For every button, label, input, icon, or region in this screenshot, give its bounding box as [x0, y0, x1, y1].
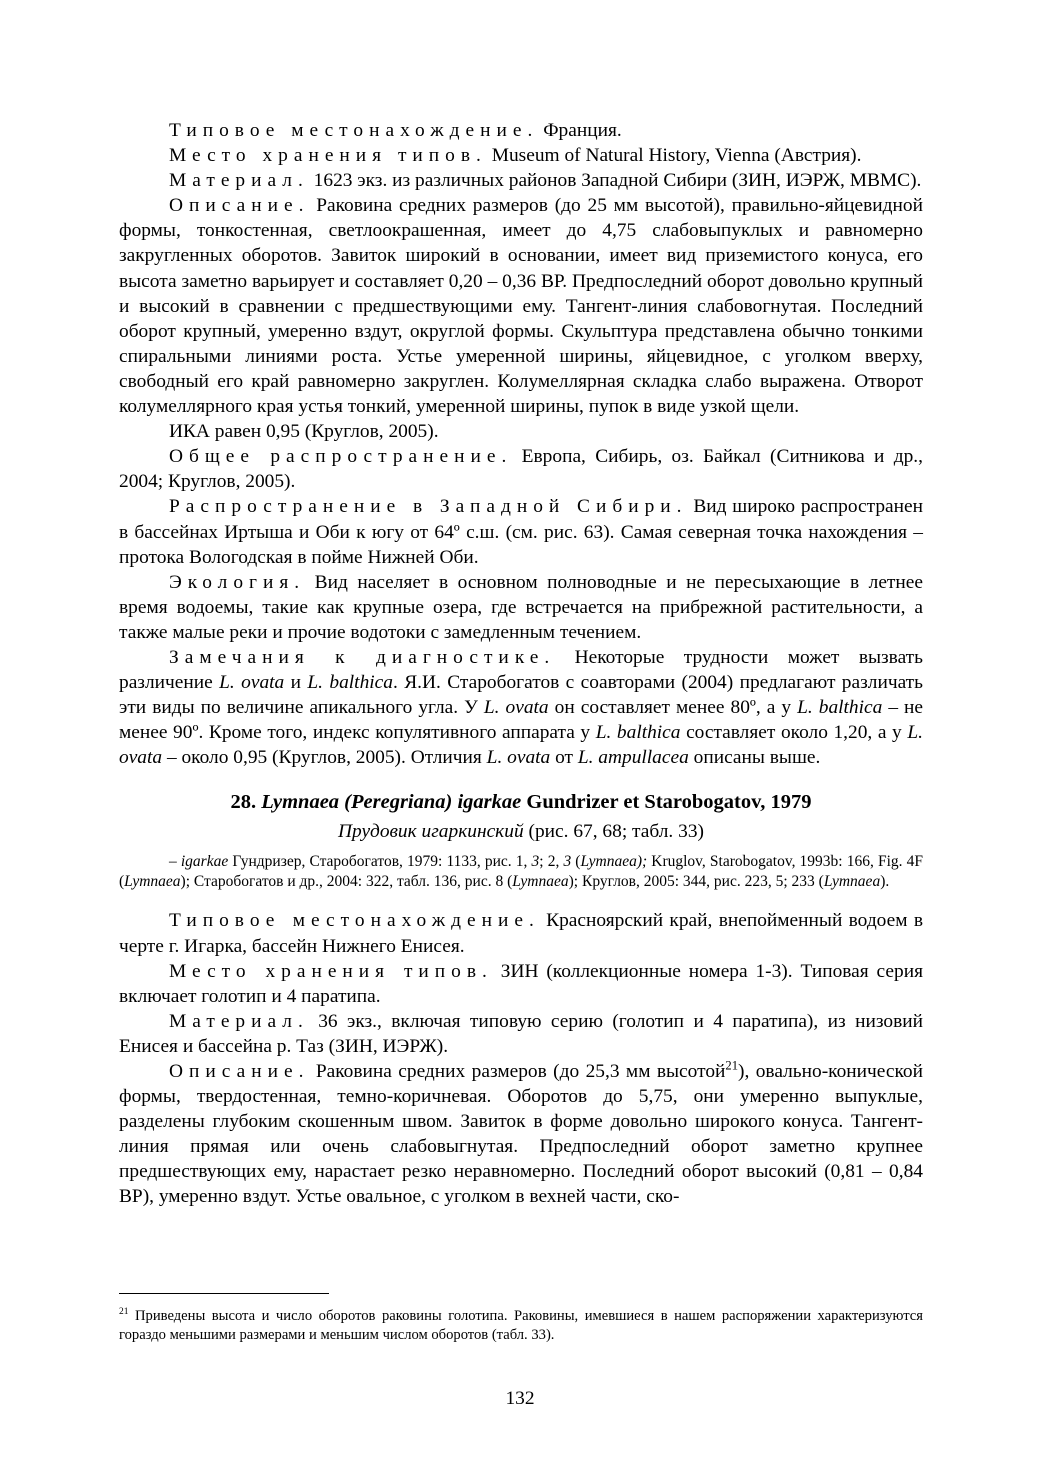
paragraph-types-storage-2	[119, 959, 923, 1009]
heading-ecology: Экология.	[169, 571, 306, 593]
species-name: L. balthica	[595, 722, 681, 744]
synonymy-italic: Lymnaea);	[580, 853, 648, 871]
species-common-name: Прудовик игаркинский	[338, 821, 524, 843]
heading-distribution: Общее распространение.	[169, 446, 513, 468]
species-name: L. ampullacea	[577, 747, 689, 769]
paragraph-ika: ИКА равен 0,95 (Круглов, 2005).	[169, 421, 439, 443]
text-west-siberia: Вид широко распространен в бассейнах Иртыша и Оби к югу от 64º с.ш. (см. рис. 63). Самая северная точка нахождения – протока Вологодская в пойме Нижней Оби.	[119, 496, 924, 568]
synonymy-list	[119, 852, 923, 892]
description-text: Раковина средних размеров (до 25,3 мм высотой	[315, 1061, 726, 1082]
paragraph-types-storage	[119, 143, 923, 168]
synonymy-text: –	[169, 853, 181, 871]
text-ecology: Вид населяет в основном полноводные и не пересыхающие в летнее время водоемы, такие как крупные озера, где встречается на прибрежной растительности, а также малые реки и прочие водотоки с замедленным течением.	[119, 571, 923, 643]
paragraph-ecology	[119, 570, 923, 645]
heading-description-2: Описание.	[169, 1061, 310, 1082]
synonymy-italic: 3	[531, 853, 540, 871]
paragraph-distribution	[119, 444, 923, 494]
synonymy-text: Гундризер, Старобогатов, 1979: 1133, рис. 1,	[228, 853, 532, 871]
synonymy-italic: 3	[563, 853, 572, 871]
text-material: 1623 экз. из различных районов Западной Сибири (ЗИН, ИЭРЖ, МВМС).	[313, 170, 922, 192]
synonymy-italic: igarkae	[180, 853, 229, 871]
page-body	[119, 118, 923, 1210]
heading-material: Материал.	[169, 170, 309, 192]
species-name: L. balthica	[797, 697, 883, 719]
remarks-text: он составляет менее 80º, а у	[548, 697, 798, 719]
paragraph-type-locality-2	[119, 908, 923, 958]
remarks-text: составляет около 1,20, а у	[680, 722, 908, 744]
heading-type-locality: Типовое местонахождение.	[169, 120, 539, 141]
paragraph-material	[119, 168, 923, 193]
footnote-mark: 21	[119, 1307, 129, 1318]
species-heading	[119, 788, 923, 816]
synonymy-text: (	[571, 853, 581, 871]
heading-west-siberia: Распространение в Западной Сибири.	[169, 496, 688, 518]
species-name: L. ovata	[119, 722, 923, 769]
remarks-text: – не менее 90º. Кроме того, индекс копулятивного аппарата у	[119, 697, 924, 744]
remarks-text: Некоторые трудности может вызвать различение	[119, 646, 923, 694]
remarks-text: от	[550, 747, 578, 769]
remarks-text: . Я.И. Старобогатов с соавторами (2004) предлагают различать эти виды по величине апикального угла. У	[119, 672, 923, 719]
footnote-divider	[119, 1293, 329, 1294]
paragraph-description-2	[119, 1059, 923, 1210]
species-authors: Gundrizer et Starobogatov, 1979	[526, 791, 812, 814]
text-distribution: Европа, Сибирь, оз. Байкал (Ситникова и др., 2004; Круглов, 2005).	[119, 446, 923, 493]
synonymy-text: ; 2,	[539, 853, 564, 871]
remarks-text: – около 0,95 (Круглов, 2005). Отличия	[162, 747, 487, 769]
species-name: L. ovata	[483, 697, 549, 719]
synonymy-italic: Lymnaea	[823, 873, 881, 891]
text-description: Раковина средних размеров (до 25 мм высотой), правильно-яйцевидной формы, тонкостенная, светлоокрашенная, имеет до 4,75 слабовыпуклых и равномерно закругленных оборотов. Завиток широкий в основании, имеет вид приземистого конуса, его высота заметно варьирует и составляет 0,20 – 0,36 ВР. Предпоследний оборот довольно крупный и высокий в сравнении с предшествующими ему. Тангент-линия слабовогнутая. Последний оборот крупный, умеренно вздут, округлой формы. Скульптура представлена обычно тонкими спиральными линиями роста. Устье умеренной ширины, яйцевидное, с уголком вверху, свободный его край равномерно закруглен. Колумеллярная складка слабо выражена. Отворот колумеллярного края устья тонкий, умеренной ширины, пупок в виде узкой щели.	[119, 195, 923, 418]
heading-remarks: Замечания к диагностике.	[169, 646, 556, 668]
paragraph-west-siberia	[119, 494, 923, 569]
text-types-storage-2: ЗИН (коллекционные номера 1-3). Типовая серия включает голотип и 4 паратипа.	[119, 960, 923, 1007]
heading-material-2: Материал.	[169, 1010, 309, 1032]
heading-types-storage: Место хранения типов.	[169, 145, 487, 167]
text-type-locality-2: Красноярский край, внепойменный водоем в черте г. Игарка, бассейн Нижнего Енисея.	[119, 910, 923, 957]
heading-type-locality-2: Типовое местонахождение.	[169, 910, 540, 932]
footnote-text: Приведены высота и число оборотов раковины голотипа. Раковины, имевшиеся в нашем распоряжении характеризуются гораздо меньшими размерами и меньшим числом оборотов (табл. 33).	[119, 1308, 923, 1343]
synonymy-text: Kruglov, Starobogatov, 1993b: 166, Fig. 4F (	[119, 853, 924, 891]
species-name: L. balthica	[307, 672, 393, 694]
description-text: ), овально-конической формы, твердостенная, темно-коричневая. Оборотов до 5,75, они умеренно выпуклые, разделены глубоким скошенным швом. Завиток в форме довольно широкого конуса. Тангент-линия прямая или очень слабовыгнутая. Предпоследний оборот заметно крупнее предшествующих ему, нарастает резко неравномерно. Последний оборот высокий (0,81 – 0,84 ВР), умеренно вздут. Устье овальное, с уголком в вехней части, ско-	[119, 1061, 923, 1208]
heading-types-storage-2: Место хранения типов.	[169, 960, 493, 982]
species-subtitle	[119, 818, 923, 846]
paragraph-material-2	[119, 1009, 923, 1059]
species-name: L. ovata	[219, 672, 285, 694]
synonymy-text: ); Круглов, 2005: 344, рис. 223, 5; 233 (	[568, 873, 824, 891]
remarks-text: описаны выше.	[688, 747, 821, 769]
remarks-text: и	[284, 672, 308, 694]
heading-description: Описание.	[169, 195, 310, 217]
footnote	[119, 1307, 923, 1345]
synonymy-text: ).	[880, 873, 890, 891]
paragraph-remarks	[119, 645, 923, 770]
synonymy-italic: Lymnaea	[512, 873, 569, 891]
paragraph-type-locality	[119, 118, 923, 143]
text-types-storage: Museum of Natural History, Vienna (Австрия).	[491, 145, 862, 167]
text-material-2: 36 экз., включая типовую серию (голотип и 4 паратипа), из низовий Енисея и бассейна р. Таз (ЗИН, ИЭРЖ).	[119, 1010, 923, 1057]
paragraph-description	[119, 193, 923, 419]
species-name: L. ovata	[486, 747, 551, 769]
footnote-reference[interactable]: 21	[725, 1058, 739, 1073]
text-type-locality: Франция.	[543, 120, 622, 141]
species-number: 28.	[230, 791, 257, 814]
species-figure-refs: (рис. 67, 68; табл. 33)	[528, 821, 704, 843]
page-number: 132	[505, 1388, 535, 1409]
synonymy-italic: Lymnaea	[124, 873, 181, 891]
species-latin-name: Lymnaea (Peregriana) igarkae	[261, 791, 522, 814]
synonymy-text: ); Старобогатов и др., 2004: 322, табл. 136, рис. 8 (	[180, 873, 513, 891]
